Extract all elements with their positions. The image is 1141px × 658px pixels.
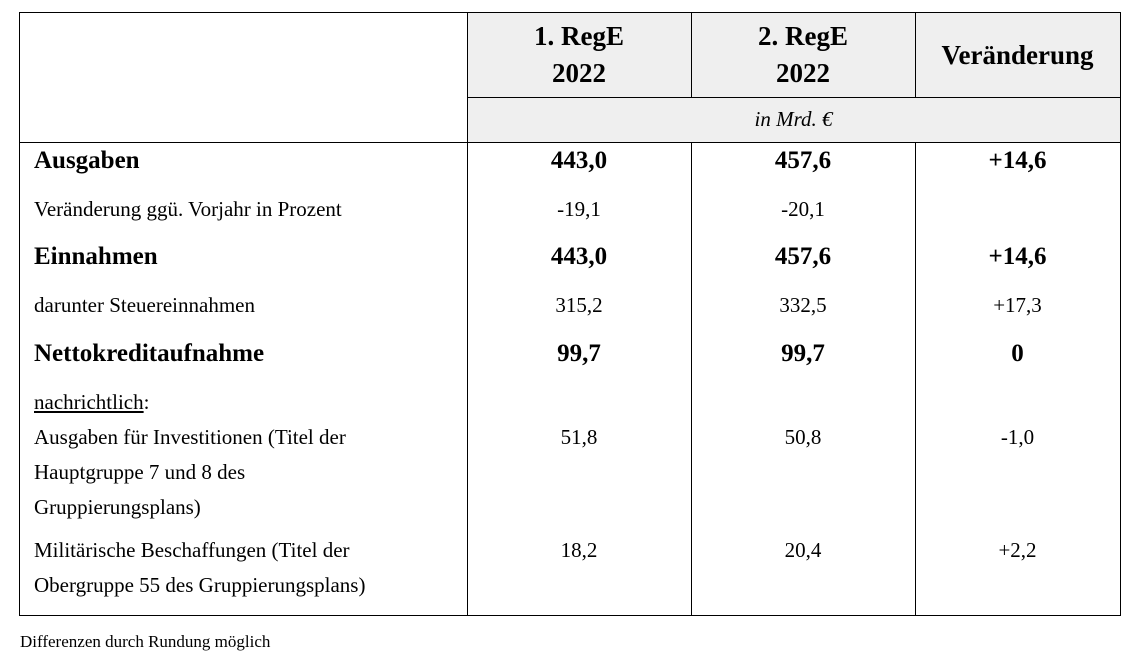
cell-value: 50,8 [784,425,822,449]
header-col-3: Veränderung [941,39,1094,70]
cell-value: 443,0 [550,243,608,270]
cell-value: -19,1 [557,197,601,221]
nachrichtlich-colon: : [143,390,150,414]
header-col-1-line2: 2022 [552,58,606,88]
budget-table [19,12,1121,616]
cell-value: 457,6 [774,147,832,174]
row-label-veraenderung: Veränderung ggü. Vorjahr in Prozent [34,197,342,221]
cell-value: +14,6 [988,243,1047,270]
footnote: Differenzen durch Rundung möglich [20,632,271,651]
row-label-investitionen-3: Gruppierungsplans) [34,495,201,519]
cell-value: 443,0 [550,147,608,174]
cell-value: 457,6 [774,243,832,270]
unit-label: in Mrd. € [754,107,833,131]
cell-value: 99,7 [557,340,601,367]
row-label-investitionen-1: Ausgaben für Investitionen (Titel der [34,425,346,449]
header-col-2-line2: 2022 [776,58,830,88]
header-col-2-line1: 2. RegE [758,21,848,51]
cell-value: -20,1 [781,197,825,221]
cell-value: +2,2 [998,538,1037,562]
row-label-militaer-1: Militärische Beschaffungen (Titel der [34,538,350,562]
row-label-militaer-2: Obergruppe 55 des Gruppierungsplans) [34,573,366,597]
cell-value: 315,2 [555,293,603,317]
row-label-einnahmen: Einnahmen [34,243,158,270]
cell-value: 20,4 [784,538,822,562]
cell-value: 18,2 [560,538,598,562]
nachrichtlich-heading [34,385,464,420]
cell-value: 99,7 [781,340,825,367]
cell-value: 51,8 [560,425,598,449]
cell-value: +14,6 [988,147,1047,174]
row-label-nettokreditaufnahme: Nettokreditaufnahme [34,340,265,367]
row-label-steuereinnahmen: darunter Steuereinnahmen [34,293,255,317]
nachrichtlich-text: nachrichtlich [34,390,144,414]
header-col-1-line1: 1. RegE [534,21,624,51]
cell-value: -1,0 [1000,425,1035,449]
cell-value: +17,3 [993,293,1042,317]
cell-value: 0 [1011,340,1024,367]
row-label-investitionen-2: Hauptgruppe 7 und 8 des [34,460,246,484]
cell-value [915,192,1120,227]
cell-value: 332,5 [779,293,827,317]
header-col-1 [467,13,691,97]
row-label-ausgaben: Ausgaben [34,147,140,174]
header-col-2 [691,13,915,97]
